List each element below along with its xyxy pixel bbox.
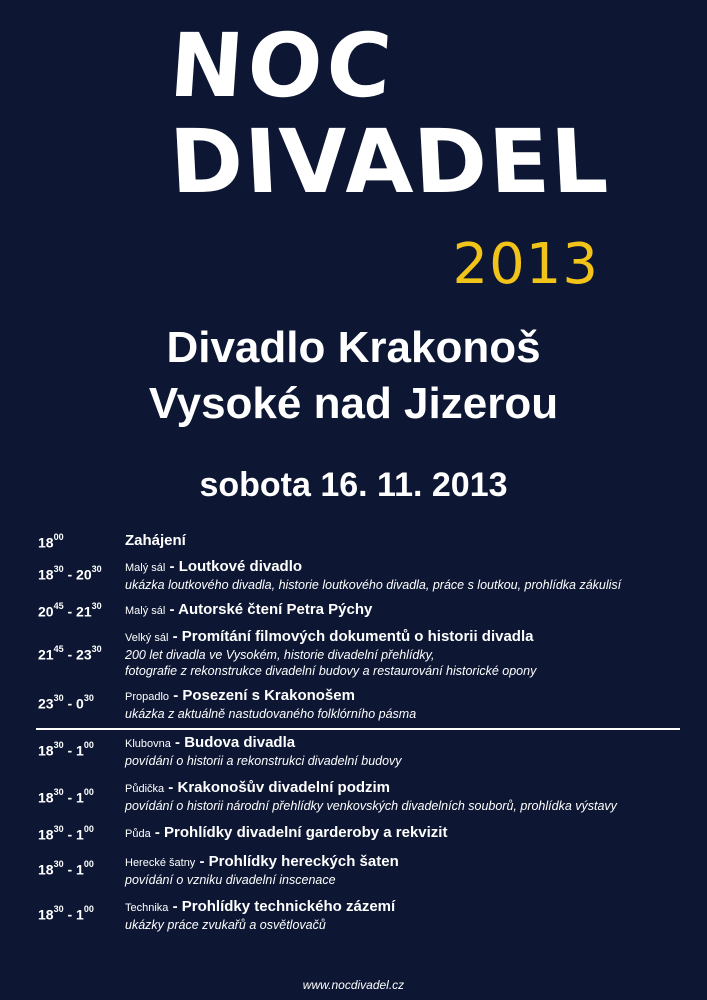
end-hour: 1: [76, 906, 84, 923]
end-minutes: 00: [83, 740, 94, 750]
room-name: Propadlo: [125, 691, 170, 703]
end-hour: 1: [76, 789, 84, 806]
end-hour: 23: [76, 646, 92, 663]
start-hour: 18: [38, 906, 54, 923]
program-description: Technika - Prohlídky technického zázemí ukázky práce zvukařů a osvětlovačů: [125, 898, 678, 933]
program-description: Půda - Prohlídky divadelní garderoby a rekvizit: [125, 824, 448, 841]
year: 2013: [452, 232, 599, 297]
start-hour: 20: [38, 603, 54, 620]
program-time: $18^{30} - 20^{30}$: [38, 564, 102, 583]
start-minutes: 30: [53, 693, 64, 703]
start-hour: 18: [38, 742, 54, 759]
program-list: [38, 532, 678, 933]
program-detail: povídání o historii a rekonstrukci divadelní budovy: [125, 754, 402, 768]
event-date: sobota 16. 11. 2013: [199, 466, 508, 504]
start-minutes: 30: [53, 787, 64, 797]
program-title: Prohlídky divadelní garderoby a rekvizit: [164, 824, 448, 841]
end-minutes: 00: [83, 787, 94, 797]
start-hour: 18: [38, 861, 54, 878]
program-title: Promítání filmových dokumentů o historii divadla: [181, 628, 534, 645]
end-hour: 0: [76, 695, 84, 712]
program-item: [38, 601, 678, 620]
end-hour: 21: [76, 603, 92, 620]
program-item: [38, 558, 678, 593]
program-title: Budova divadla: [184, 734, 296, 751]
end-minutes: 00: [83, 824, 94, 834]
program-detail: ukázky práce zvukařů a osvětlovačů: [125, 918, 326, 932]
start-minutes: 30: [53, 904, 64, 914]
program-description: Malý sál - Autorské čtení Petra Pýchy: [125, 601, 373, 618]
end-hour: 1: [76, 826, 84, 843]
venue-title: [0, 320, 707, 432]
program-title: Autorské čtení Petra Pýchy: [178, 601, 373, 618]
program-time: $18^{30} - 1^{00}$: [38, 859, 94, 878]
start-minutes: 30: [53, 824, 64, 834]
program-title: Zahájení: [125, 532, 186, 549]
logo-line-2: DIVADEL: [167, 110, 612, 213]
program-detail: 200 let divadla ve Vysokém, historie divadelní přehlídky,: [125, 648, 435, 662]
program-time: $18^{30} - 1^{00}$: [38, 787, 94, 806]
room-name: Herecké šatny: [125, 857, 196, 869]
room-name: Velký sál: [125, 632, 169, 644]
start-minutes: 00: [53, 532, 64, 542]
end-minutes: 00: [83, 904, 94, 914]
start-hour: 23: [38, 695, 54, 712]
program-item: [38, 687, 678, 722]
room-name: Půdička: [125, 783, 165, 795]
program-description: Herecké šatny - Prohlídky hereckých šaten povídání o vzniku divadelní inscenace: [125, 853, 678, 888]
start-minutes: 45: [53, 601, 64, 611]
program-item: [38, 628, 678, 679]
program-time: $18^{30} - 1^{00}$: [38, 824, 94, 843]
program-title: Krakonošův divadelní podzim: [177, 779, 391, 796]
program-item: [38, 853, 678, 888]
end-hour: 1: [76, 742, 84, 759]
room-name: Půda: [125, 828, 151, 840]
end-hour: 20: [76, 566, 92, 583]
room-name: Malý sál: [125, 605, 166, 617]
program-detail: ukázka z aktuálně nastudovaného folklórního pásma: [125, 707, 417, 721]
program-title: Loutkové divadlo: [178, 558, 303, 575]
start-minutes: 45: [53, 644, 64, 654]
start-hour: 21: [38, 646, 54, 663]
program-title: Posezení s Krakonošem: [182, 687, 355, 704]
end-minutes: 30: [83, 693, 94, 703]
end-minutes: 30: [91, 601, 102, 611]
program-time: [38, 534, 64, 551]
program-item: [38, 532, 678, 550]
program-item: [38, 824, 678, 843]
program-detail: povídání o historii národní přehlídky venkovských divadelních souborů, prohlídka výstavy: [125, 799, 617, 813]
room-name: Klubovna: [125, 738, 171, 750]
program-time: $21^{45} - 23^{30}$: [38, 644, 102, 663]
start-hour: 18: [38, 566, 54, 583]
program-description: [125, 532, 678, 550]
program-description: Propadlo - Posezení s Krakonošem ukázka z aktuálně nastudovaného folklórního pásma: [125, 687, 678, 722]
program-title: Prohlídky hereckých šaten: [208, 853, 399, 870]
program-item: [38, 898, 678, 933]
start-minutes: 30: [53, 564, 64, 574]
program-description: Velký sál - Promítání filmových dokumentů o historii divadla 200 let divadla ve Vysokém, historie divadelní přehlídky, fotografie z rekonstrukce divadelní budovy a restaurování historické opony: [125, 628, 678, 679]
start-minutes: 30: [53, 859, 64, 869]
room-name: Malý sál: [125, 562, 166, 574]
venue-name: Divadlo Krakonoš: [166, 323, 541, 372]
start-hour: 18: [38, 534, 54, 551]
program-item: [38, 734, 678, 769]
program-detail: fotografie z rekonstrukce divadelní budovy a restaurování historické opony: [125, 664, 537, 678]
venue-town: Vysoké nad Jizerou: [148, 379, 559, 428]
start-minutes: 30: [53, 740, 64, 750]
end-hour: 1: [76, 861, 84, 878]
festival-logo: [166, 14, 612, 213]
program-time: $18^{30} - 1^{00}$: [38, 740, 94, 759]
program-time: $23^{30} - 0^{30}$: [38, 693, 94, 712]
end-minutes: 30: [91, 564, 102, 574]
start-hour: 18: [38, 826, 54, 843]
room-name: Technika: [125, 902, 169, 914]
program-divider: [36, 728, 680, 730]
program-detail: ukázka loutkového divadla, historie loutkového divadla, práce s loutkou, prohlídka zákulisí: [125, 578, 622, 592]
logo-line-1: NOC: [166, 14, 399, 117]
end-minutes: 30: [91, 644, 102, 654]
program-detail: povídání o vzniku divadelní inscenace: [125, 873, 336, 887]
program-time: $18^{30} - 1^{00}$: [38, 904, 94, 923]
program-description: Půdička - Krakonošův divadelní podzim povídání o historii národní přehlídky venkovských divadelních souborů, prohlídka výstavy: [125, 779, 678, 814]
start-hour: 18: [38, 789, 54, 806]
program-title: Prohlídky technického zázemí: [181, 898, 396, 915]
end-minutes: 00: [83, 859, 94, 869]
program-item: [38, 779, 678, 814]
website-link[interactable]: www.nocdivadel.cz: [302, 978, 405, 992]
program-time: $20^{45} - 21^{30}$: [38, 601, 102, 620]
program-description: Klubovna - Budova divadla povídání o historii a rekonstrukci divadelní budovy: [125, 734, 678, 769]
program-description: Malý sál - Loutkové divadlo ukázka loutkového divadla, historie loutkového divadla, práce s loutkou, prohlídka zákulisí: [125, 558, 678, 593]
